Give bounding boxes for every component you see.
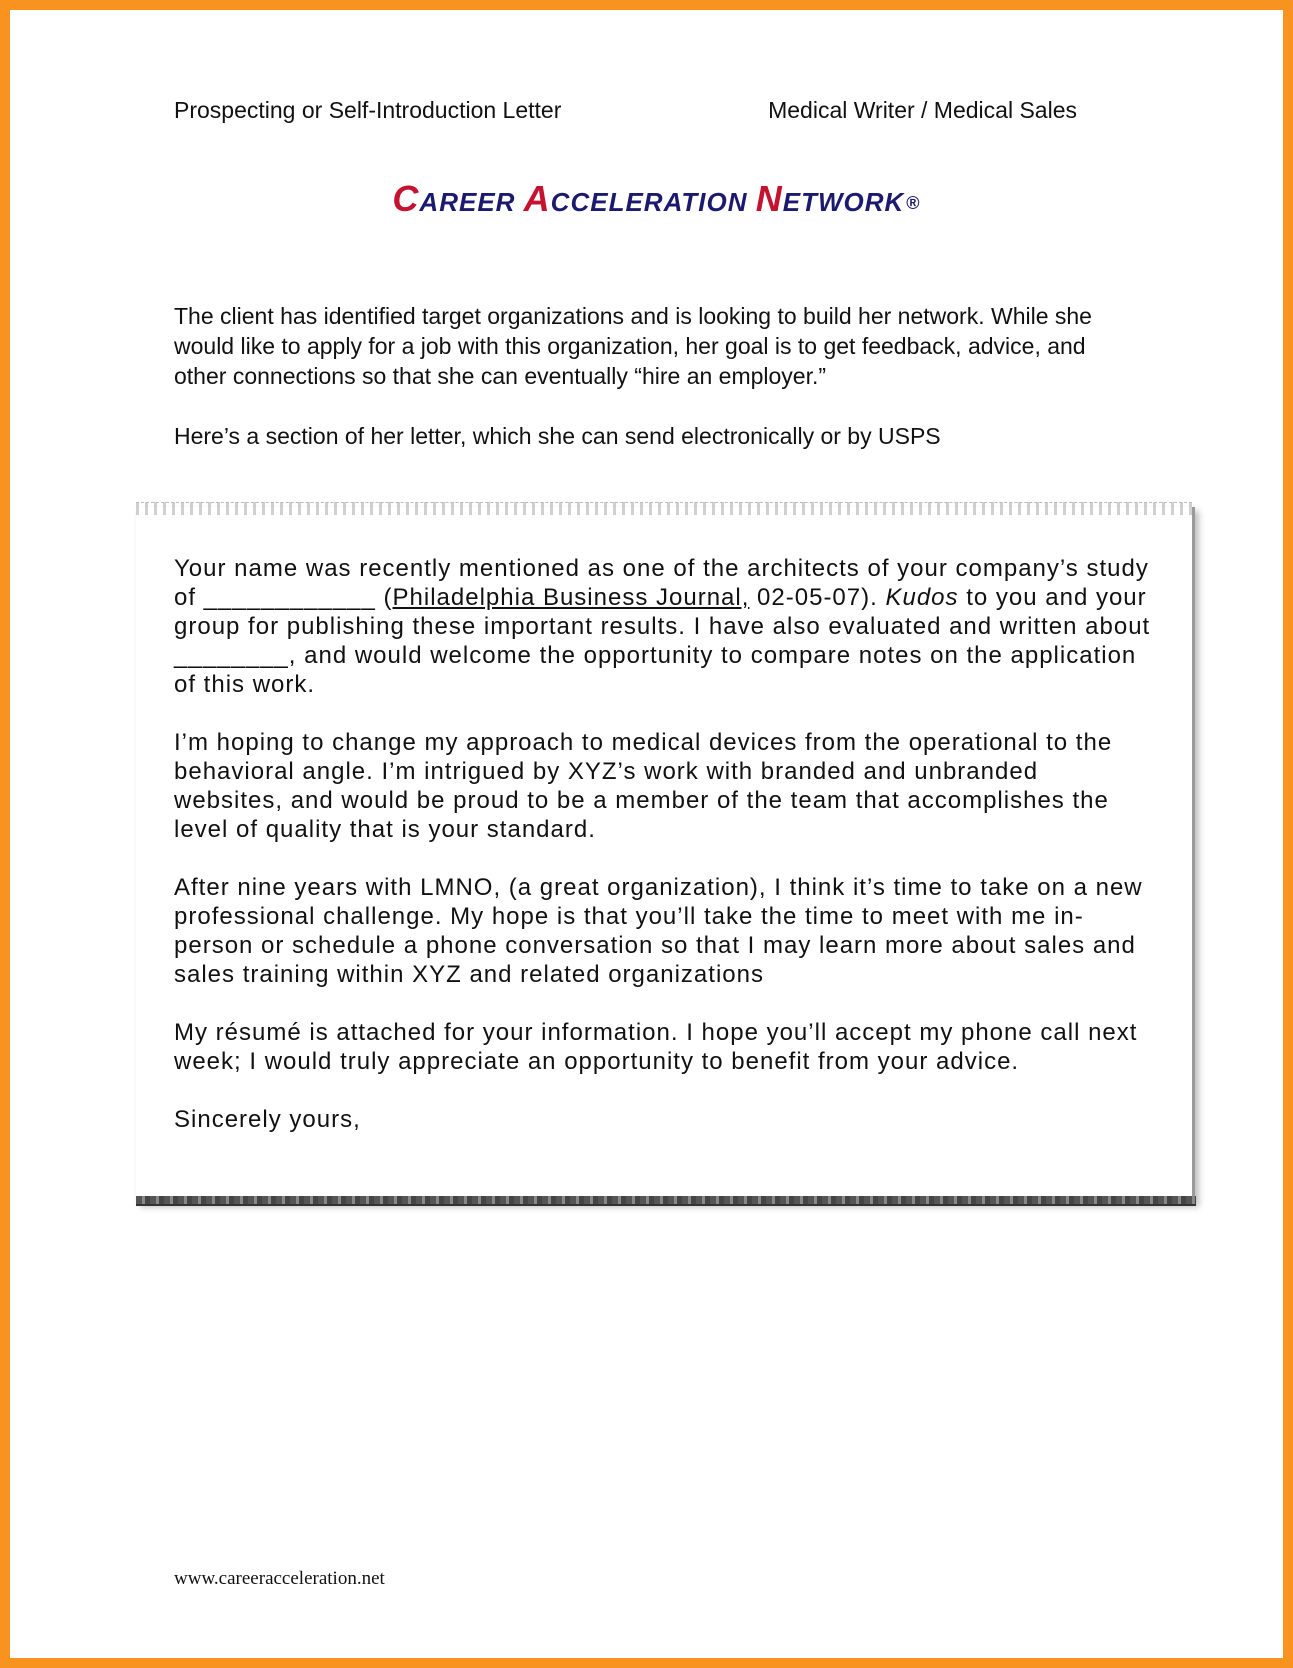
letter-paragraph: I’m hoping to change my approach to medical devices from the operational to the behavioral angle. I’m intrigued by XYZ’s work with branded and unbranded websites, and would be proud to be a member of the team that accomplishes the level of quality that is your standard.	[174, 729, 1113, 843]
intro-paragraph: Here’s a section of her letter, which she can send electronically or by USPS	[174, 423, 941, 449]
letter-text: to you and your group for publishing these important results. I have also evaluated and written about ________, and would welcome the opportunity to compare notes on the application of this work.	[174, 584, 1151, 698]
kudos-text: Kudos	[885, 584, 959, 611]
logo-letter: A	[523, 178, 551, 219]
header-right-title: Medical Writer / Medical Sales	[768, 97, 1077, 123]
logo-letter: N	[755, 178, 783, 219]
logo-letter: C	[392, 178, 420, 219]
letter-text: 02-05-07).	[749, 584, 886, 611]
torn-edge-bottom	[136, 1196, 1196, 1206]
journal-citation: Philadelphia Business Journal,	[392, 584, 750, 611]
logo-word: ETWORK	[782, 187, 905, 217]
career-acceleration-network-logo	[10, 178, 1293, 220]
logo-word: AREER	[419, 187, 524, 217]
letter-paragraph: After nine years with LMNO, (a great organization), I think it’s time to take on a new professional challenge. My hope is that you’ll take the time to meet with me in-person or schedule a phone conversation so that I may learn more about sales and sales training within XYZ and related organizations	[174, 874, 1143, 988]
letter-closing: Sincerely yours,	[174, 1106, 361, 1133]
letter-paragraph	[174, 554, 1154, 699]
intro-paragraph: The client has identified target organizations and is looking to build her network. While she would like to apply for a job with this organization, her goal is to get feedback, advice, and other connections so that she can eventually “hire an employer.”	[174, 303, 1092, 389]
torn-edge-top	[136, 502, 1192, 515]
letter-body	[174, 554, 1154, 1163]
letter-text: Your name was recently mentioned as one of the architects of your company’s study of ____________ (	[174, 555, 1149, 611]
registered-mark: ®	[906, 193, 921, 213]
letter-paragraph: My résumé is attached for your information. I hope you’ll accept my phone call next week; I would truly appreciate an opportunity to benefit from your advice.	[174, 1019, 1138, 1075]
logo-word: CCELERATION	[550, 187, 756, 217]
header-left-title: Prospecting or Self-Introduction Letter	[174, 97, 562, 123]
footer-url: www.careeracceleration.net	[174, 1568, 385, 1589]
